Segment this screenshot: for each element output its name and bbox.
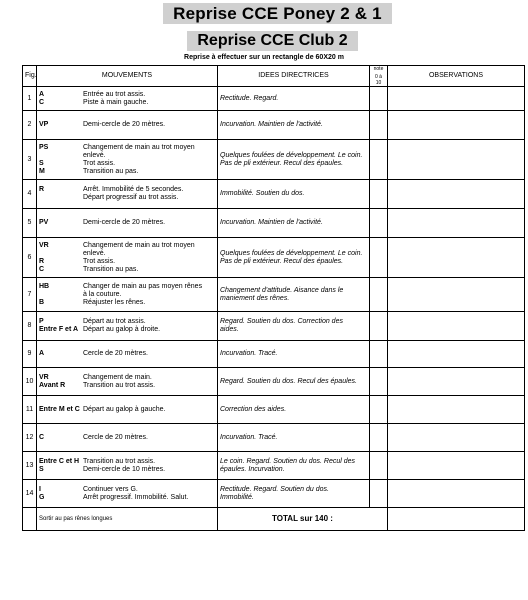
observation-cell[interactable] — [388, 238, 525, 278]
table-row — [23, 111, 525, 140]
footer-fig-cell — [23, 508, 37, 531]
movement-letter: VP — [39, 121, 49, 128]
observation-cell[interactable] — [388, 140, 525, 180]
footer-total-value — [388, 508, 525, 531]
movement-text: Arrêt. Immobilité de 5 secondes. — [83, 186, 184, 193]
header-note — [370, 66, 388, 87]
movement-cell — [37, 111, 218, 140]
table-row — [23, 424, 525, 452]
movement-letter: M — [39, 167, 45, 175]
observation-cell[interactable] — [388, 368, 525, 396]
idea-text: Incurvation. Tracé. — [220, 350, 278, 357]
observation-cell[interactable] — [388, 424, 525, 452]
page-subtitle: Reprise CCE Club 2 — [187, 31, 358, 51]
note-cell[interactable] — [370, 209, 388, 238]
movement-text: Départ au galop à droite. — [83, 326, 161, 333]
idea-cell — [218, 341, 370, 368]
idea-text: Immobilité. Soutien du dos. — [220, 190, 305, 197]
note-cell[interactable] — [370, 238, 388, 278]
idea-text: Rectitude. Regard. — [220, 94, 279, 102]
table-row — [23, 368, 525, 396]
movement-cell — [37, 341, 218, 368]
table-row — [23, 452, 525, 480]
note-cell[interactable] — [370, 140, 388, 180]
movement-text: Entrée au trot assis. — [83, 90, 146, 98]
header-observations: OBSERVATIONS — [388, 66, 525, 87]
movement-text: Changer de main au pas moyen rênes — [83, 282, 203, 290]
idea-text: Regard. Soutien du dos. Recul des épaules. — [220, 377, 357, 385]
movement-letter: R — [39, 186, 45, 193]
fig-number: 13 — [23, 452, 37, 480]
note-cell[interactable] — [370, 368, 388, 396]
movement-letter: Entre C et H — [39, 457, 80, 465]
movement-letter: PV — [39, 219, 49, 226]
movement-text: Cercle de 20 mètres. — [83, 433, 148, 441]
observation-cell[interactable] — [388, 209, 525, 238]
idea-cell — [218, 278, 370, 312]
note-cell[interactable] — [370, 341, 388, 368]
note-cell[interactable] — [370, 180, 388, 209]
movement-cell — [37, 424, 218, 452]
fig-number: 9 — [23, 341, 37, 368]
page-title: Reprise CCE Poney 2 & 1 — [163, 3, 392, 24]
fig-number: 3 — [23, 140, 37, 180]
movement-cell — [37, 452, 218, 480]
idea-text: Incurvation. Tracé. — [220, 433, 278, 441]
movement-text: Piste à main gauche. — [83, 98, 149, 106]
note-cell[interactable] — [370, 111, 388, 140]
header-note-line1: note — [373, 66, 384, 72]
movement-letter: C — [39, 265, 45, 273]
note-cell[interactable] — [370, 278, 388, 312]
idea-text: Incurvation. Maintien de l'activité. — [220, 121, 323, 128]
idea-text: Immobilité. — [220, 493, 254, 501]
movement-cell — [37, 140, 218, 180]
movement-letter: Avant R — [39, 381, 66, 389]
observation-cell[interactable] — [388, 87, 525, 111]
fig-number: 8 — [23, 312, 37, 341]
observation-cell[interactable] — [388, 111, 525, 140]
movement-letter: VR — [39, 373, 49, 381]
idea-text: Pas de pli extérieur. Recul des épaules. — [220, 257, 344, 265]
movement-cell — [37, 180, 218, 209]
movement-text: Trot assis. — [83, 159, 116, 167]
movement-letter: G — [39, 493, 45, 501]
movement-letter — [39, 250, 83, 258]
idea-text: Quelques foulées de développement. Le coin. — [220, 249, 363, 257]
table-row — [23, 312, 525, 341]
movement-text: Changement de main au trot moyen — [83, 241, 195, 249]
idea-text: Pas de pli extérieur. Recul des épaules. — [220, 159, 344, 167]
movement-cell — [37, 480, 218, 508]
movement-text: Transition au trot assis. — [83, 457, 156, 465]
idea-text: aides. — [220, 326, 239, 333]
table-row — [23, 278, 525, 312]
fig-number: 2 — [23, 111, 37, 140]
movement-letter: C — [39, 98, 45, 106]
idea-text: Correction des aides. — [220, 405, 287, 413]
movement-text: Départ au galop à gauche. — [83, 405, 166, 413]
idea-text: maniement des rênes. — [220, 294, 290, 302]
movement-text: Changement de main. — [83, 373, 152, 381]
observation-cell[interactable] — [388, 312, 525, 341]
idea-cell — [218, 87, 370, 111]
idea-text: Le coin. Regard. Soutien du dos. Recul des — [220, 457, 356, 465]
table-row — [23, 87, 525, 111]
movement-cell — [37, 312, 218, 341]
movement-text: Demi-cercle de 20 mètres. — [83, 121, 166, 128]
table-row — [23, 180, 525, 209]
idea-text: Changement d'attitude. Aisance dans le — [220, 286, 344, 294]
fig-number: 5 — [23, 209, 37, 238]
movement-text: Demi-cercle de 20 mètres. — [83, 219, 166, 226]
movement-text: Départ progressif au trot assis. — [83, 194, 179, 201]
observation-cell[interactable] — [388, 396, 525, 424]
footer-total: TOTAL sur 140 : — [218, 508, 388, 531]
table-row — [23, 396, 525, 424]
fig-number: 1 — [23, 87, 37, 111]
header-mouvements: MOUVEMENTS — [37, 66, 218, 87]
movement-letter: B — [39, 298, 45, 306]
idea-cell — [218, 238, 370, 278]
movement-text: Demi-cercle de 10 mètres. — [83, 465, 166, 473]
note-cell[interactable] — [370, 480, 388, 508]
idea-text: Quelques foulées de développement. Le coin. — [220, 151, 363, 159]
note-cell[interactable] — [370, 87, 388, 111]
idea-cell — [218, 312, 370, 341]
note-cell[interactable] — [370, 424, 388, 452]
table-row — [23, 341, 525, 368]
movement-letter: S — [39, 465, 44, 473]
idea-text: épaules. Incurvation. — [220, 465, 285, 473]
movement-letter: Entre M et C — [39, 405, 80, 413]
idea-cell — [218, 368, 370, 396]
note-cell[interactable] — [370, 312, 388, 341]
idea-cell — [218, 452, 370, 480]
idea-text: Incurvation. Maintien de l'activité. — [220, 219, 323, 226]
movement-text: Cercle de 20 mètres. — [83, 350, 148, 357]
table-row — [23, 209, 525, 238]
movement-cell — [37, 278, 218, 312]
table-row — [23, 140, 525, 180]
movement-cell — [37, 87, 218, 111]
idea-cell — [218, 140, 370, 180]
movement-letter: I — [39, 485, 41, 493]
fig-number: 14 — [23, 480, 37, 508]
idea-cell — [218, 111, 370, 140]
movement-cell — [37, 368, 218, 396]
observation-cell[interactable] — [388, 278, 525, 312]
movement-cell — [37, 396, 218, 424]
movement-text: Réajuster les rênes. — [83, 298, 146, 306]
movement-letter — [39, 291, 83, 299]
idea-cell — [218, 480, 370, 508]
fig-number: 12 — [23, 424, 37, 452]
header-row — [23, 66, 525, 87]
observation-cell[interactable] — [388, 180, 525, 209]
movement-text: Trot assis. — [83, 257, 116, 265]
movement-text: Transition au pas. — [83, 265, 139, 273]
movement-text: Changement de main au trot moyen — [83, 143, 195, 151]
dressage-test-table — [22, 65, 525, 531]
movement-cell — [37, 238, 218, 278]
movement-letter: P — [39, 318, 44, 325]
movement-letter: A — [39, 90, 45, 98]
movement-letter: HB — [39, 282, 50, 290]
idea-text: Regard. Soutien du dos. Correction des — [220, 318, 343, 325]
movement-letter: VR — [39, 241, 49, 249]
observation-cell[interactable] — [388, 480, 525, 508]
header-idees: IDEES DIRECTRICES — [218, 66, 370, 87]
movement-letter: R — [39, 257, 45, 265]
idea-cell — [218, 396, 370, 424]
movement-text: Transition au trot assis. — [83, 381, 156, 389]
table-row — [23, 238, 525, 278]
movement-text: Transition au pas. — [83, 167, 139, 175]
idea-cell — [218, 209, 370, 238]
idea-cell — [218, 424, 370, 452]
movement-letter — [39, 152, 83, 160]
note-cell[interactable] — [370, 396, 388, 424]
table-row — [23, 480, 525, 508]
movement-text: enlevé. — [83, 151, 106, 159]
footer-row — [23, 508, 525, 531]
observation-cell[interactable] — [388, 341, 525, 368]
fig-number: 11 — [23, 396, 37, 424]
movement-letter: Entre F et A — [39, 326, 79, 333]
movement-letter: A — [39, 350, 45, 357]
movement-text: Continuer vers G. — [83, 485, 138, 493]
movement-text: à la couture. — [83, 290, 122, 298]
movement-letter: PS — [39, 143, 49, 151]
observation-cell[interactable] — [388, 452, 525, 480]
note-cell[interactable] — [370, 452, 388, 480]
idea-text: Rectitude. Regard. Soutien du dos. — [220, 485, 329, 493]
movement-text: Arrêt progressif. Immobilité. Salut. — [83, 493, 189, 501]
movement-letter: S — [39, 159, 44, 167]
fig-number: 7 — [23, 278, 37, 312]
idea-cell — [218, 180, 370, 209]
header-note-line2: 0 à 10 — [375, 74, 382, 86]
footer-exit: Sortir au pas rênes longues — [37, 508, 218, 531]
header-fig: Fig. — [23, 66, 37, 87]
fig-number: 6 — [23, 238, 37, 278]
movement-text: enlevé. — [83, 249, 106, 257]
movement-text: Départ au trot assis. — [83, 318, 146, 325]
caption: Reprise à effectuer sur un rectangle de 60X20 m — [184, 54, 344, 61]
fig-number: 4 — [23, 180, 37, 209]
movement-letter: C — [39, 433, 45, 441]
fig-number: 10 — [23, 368, 37, 396]
movement-cell — [37, 209, 218, 238]
